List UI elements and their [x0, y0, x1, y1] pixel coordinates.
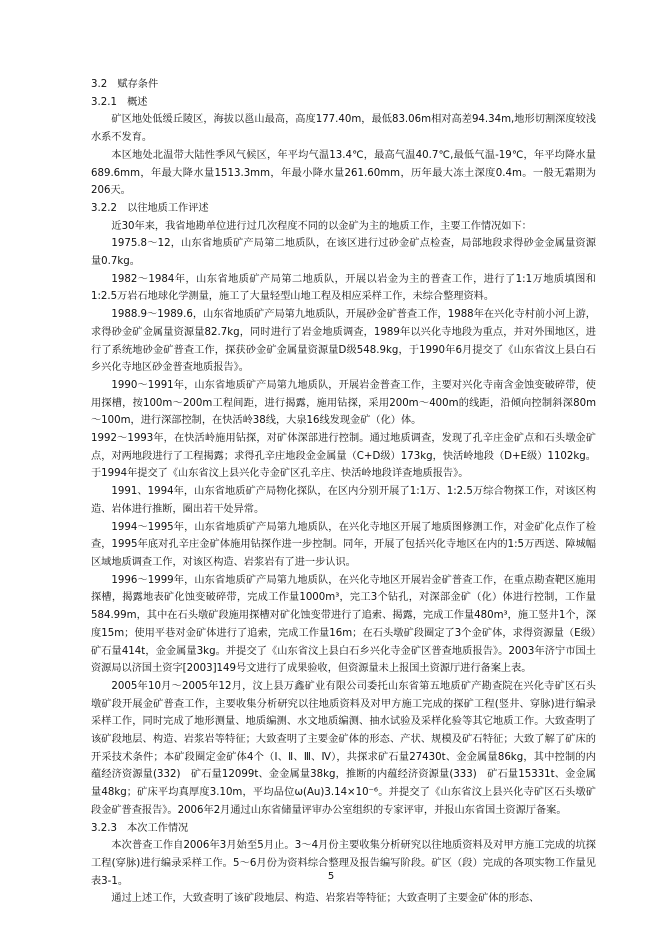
paragraph-1991: 1991、1994年，山东省地质矿产局物化探队，在区内分别开展了1:1万、1:2.5万综合物探工作，对该区构造、岩体进行推断，圈出若干处异常。 [91, 486, 596, 515]
section-heading-3-2-3: 3.2.3 本次工作情况 [91, 822, 189, 834]
section-heading-3-2-1: 3.2.1 概述 [91, 96, 148, 108]
document-body [91, 76, 596, 908]
page-number: 5 [327, 871, 335, 882]
paragraph-2005: 2005年10月～2005年12月，汶上县万鑫矿业有限公司委托山东省第五地质矿产勘查院在兴化寺矿区石头墩矿段开展金矿普查工作，主要收集分析研究以往地质资料及对甲方施工完成的探矿工程(竖井、穿脉)进行编录采样工作，同时完成了地形测量、地质编测、水文地质编测、抽水试验及采样化验等其它地质工作。大致查明了该矿段地层、构造、岩浆岩等特征；大致查明了主要金矿体的形态、产状、规模及矿石特征；大致了解了矿床的开采技术条件；本矿段圈定金矿体4个（Ⅰ、Ⅱ、Ⅲ、Ⅳ），共探求矿石量27430t、金金属量86kg，其中控制的内蕴经济资源量(332) 矿石量12099t、金金属量38kg，推断的内蕴经济资源量(333) 矿石量15331t、金金属量48kg；矿床平均真厚度3.10m，平均品位ω(Au)3.14×10⁻⁶。并提交了《山东省汶上县兴化寺矿区石头墩矿段金矿普查报告》。2006年2月通过山东省储量评审办公室组织的专家评审，并报山东省国土资源厅备案。 [91, 680, 596, 816]
paragraph-1990: 1990～1991年，山东省地质矿产局第九地质队，开展岩金普查工作，主要对兴化寺南含金蚀变破碎带，使用探槽，按100m～200m工程间距，进行揭露，施用钻探，采用200m～400m的线距，沿倾向控制斜深80m～100m，进行深部控制，在快活岭38线，大泉16线发现金矿（化）体。 [91, 379, 596, 427]
paragraph-1975: 1975.8～12，山东省地质矿产局第二地质队，在该区进行过砂金矿点检查，局部地段求得砂金金属量资源量0.7kg。 [91, 238, 596, 268]
paragraph-1982: 1982～1984年，山东省地质矿产局第二地质队，开展以岩金为主的普查工作，进行了1:1万地质填图和1:2.5万岩石地球化学测量，施工了大量轻型山地工程及相应采样工作，未综合整理资料。 [91, 273, 596, 303]
section-heading-3-2-2: 3.2.2 以往地质工作评述 [91, 202, 209, 214]
paragraph-terrain: 矿区地处低缓丘陵区，海拔以邕山最高，高度177.40m，最低83.06m相对高差94.34m,地形切割深度较浅水系不发育。 [91, 114, 596, 144]
paragraph-1996: 1996～1999年，山东省地质矿产局第九地质队，在兴化寺地区开展岩金矿普查工作，在重点勘查靶区施用探槽，揭露地表矿化蚀变破碎带，完成工作量1000m³，完工3个钻孔，对深部金矿（化）体进行控制，工作量584.99m，其中在石头墩矿段施用探槽对矿化蚀变带进行了追索、揭露，完成工作量480m³，施工竖井1个，深度15m；使用平巷对金矿体进行了追索，完成工作量16m；在石头墩矿段圈定了3个金矿体，求得资源量（E级）矿石量414t，金金属量3kg。并提交了《山东省汶上县白石乡兴化寺金矿区普查地质报告》。2003年济宁市国土资源局以济国土资字[2003]149号文进行了成果验收，但资源量未上报国土资源厅进行备案上表。 [91, 574, 596, 675]
paragraph-climate: 本区地处北温带大陆性季风气候区，年平均气温13.4℃，最高气温40.7℃,最低气温-19℃，年平均降水量689.6mm，年最大降水量1513.3mm，年最小降水量261.60mm，历年最大冻土深度0.4m。一般无霜期为206天。 [91, 149, 596, 197]
section-heading-3-2: 3.2 赋存条件 [91, 79, 159, 90]
paragraph-previous-work-intro: 近30年来，我省地勘单位进行过几次程度不同的以金矿为主的地质工作，主要工作情况如下： [111, 220, 532, 232]
paragraph-1992: 1992～1993年，在快活岭施用钻探，对矿体深部进行控制。通过地质调查，发现了孔辛庄金矿点和石头墩金矿点，对两地段进行了工程揭露；求得孔辛庄地段金金属量（C+D级）173kg，快活岭地段（D+E级）1102kg。于1994年提交了《山东省汶上县兴化寺金矿区孔辛庄、快活岭地段详查地质报告》。 [91, 433, 596, 480]
paragraph-1994: 1994～1995年，山东省地质矿产局第九地质队，在兴化寺地区开展了地质图修测工作，对金矿化点作了检查，1995年底对孔辛庄金矿体施用钻探作进一步控制。同年，开展了包括兴化寺地区在内的1:5万西送、障城幅区域地质调查工作，对该区构造、岩浆岩有了进一步认识。 [91, 521, 596, 568]
paragraph-1988: 1988.9～1989.6，山东省地质矿产局第九地质队，开展砂金矿普查工作，1988年在兴化寺村前小河上游，求得砂金矿金属量资源量82.7kg，同时进行了岩金地质调查，1989年以兴化寺地段为重点，并对外围地区，进行了系统地砂金矿普查工作，探获砂金矿金属量资源量D级548.9kg，于1990年6月提交了《山东省汶上县白石乡兴化寺地区砂金普查地质报告》。 [91, 309, 596, 374]
paragraph-current-work: 本次普查工作自2006年3月始至5月止。3～4月份主要收集分析研究以往地质资料及对甲方施工完成的坑探工程(穿脉)进行编录采样工作。5～6月份为资料综合整理及报告编写阶段。矿区（段）完成的各项实物工作量见表3-1。 [91, 840, 596, 887]
paragraph-current-findings: 通过上述工作，大致查明了该矿段地层、构造、岩浆岩等特征；大致查明了主要金矿体的形态、 [111, 893, 540, 905]
